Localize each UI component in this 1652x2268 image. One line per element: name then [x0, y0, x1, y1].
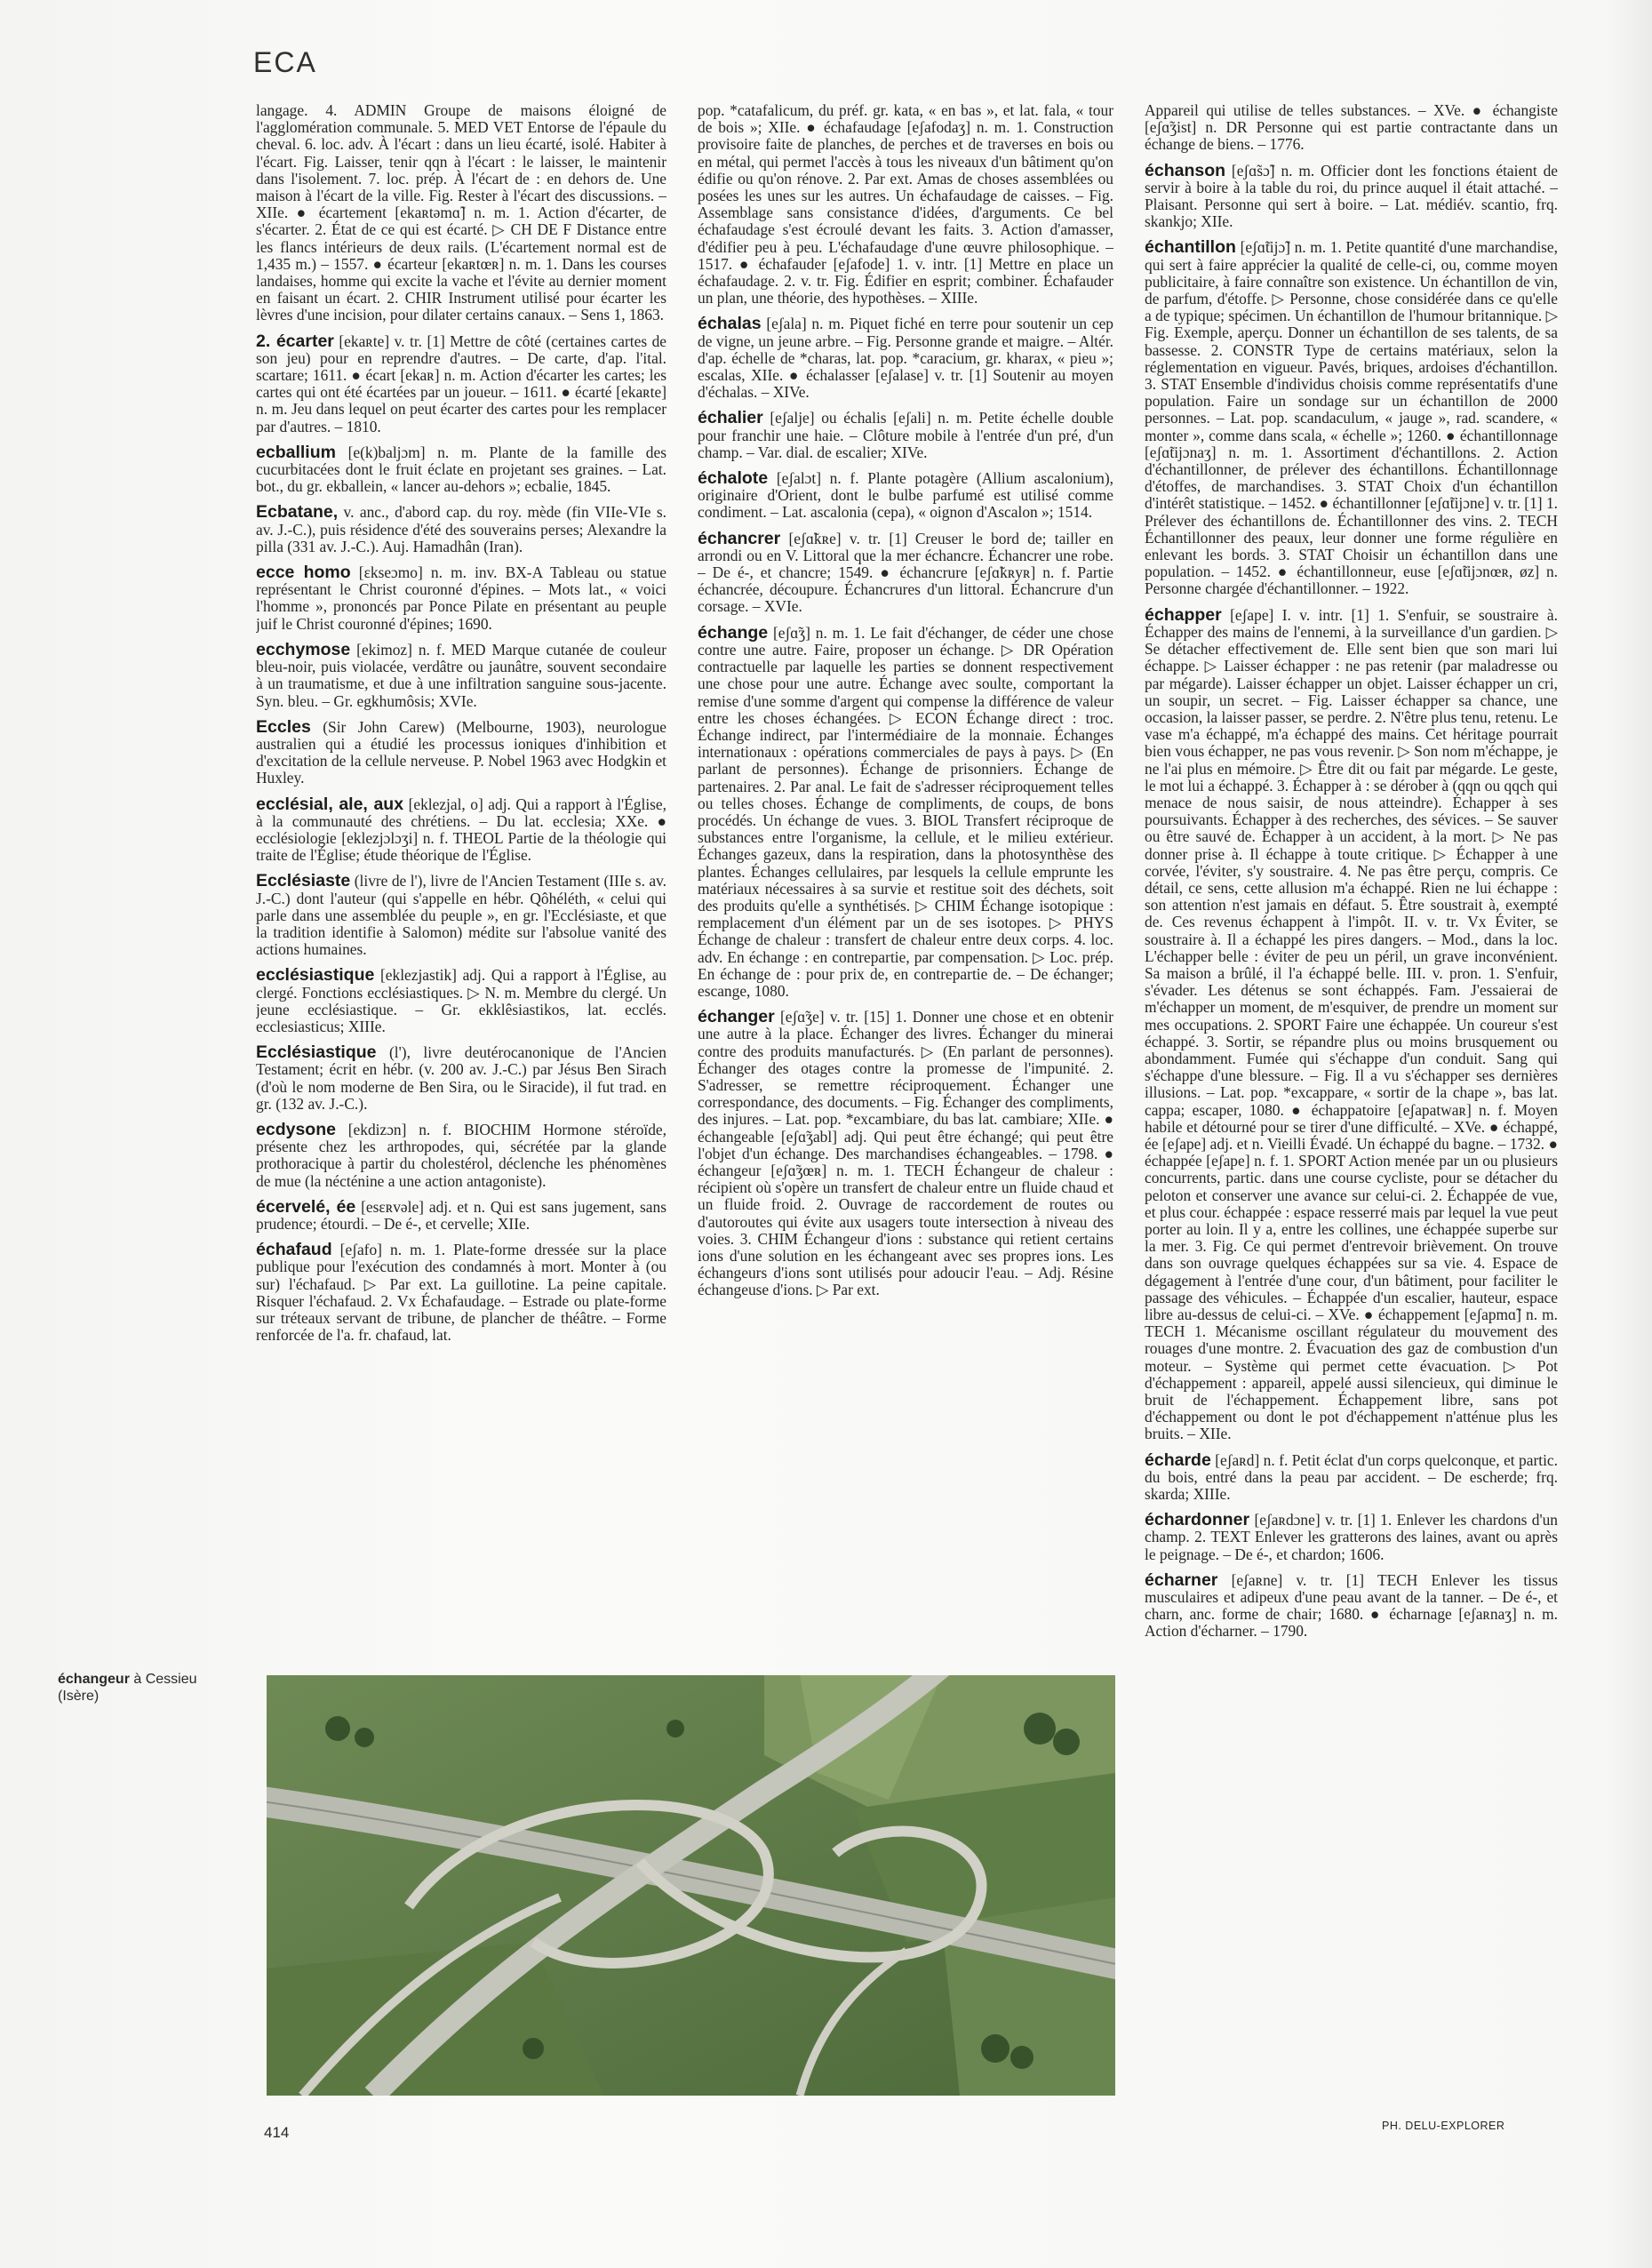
entry-headword: échafaud [256, 1240, 332, 1260]
dictionary-entry [256, 1242, 666, 1344]
entry-definition: [ekaʀte] v. tr. [1] Mettre de côté (certaines cartes de son jeu) pour en reprendre d'autres. – De carte, d'ap. l'ital. scartare; 1611. ● écart [ekaʀ] n. m. Action d'écarter les cartes; les cartes qui ont été écartées par un joueur. – 1611. ● écarté [ekaʀte] n. m. Jeu dans lequel on peut écarter des cartes pour les remplacer par d'autres. – 1810. [256, 331, 666, 435]
dictionary-entry [1145, 239, 1558, 597]
dictionary-entry [256, 564, 666, 633]
caption-place: à Cessieu (Isère) [58, 1672, 197, 1704]
dictionary-entry [256, 504, 666, 555]
entry-definition: (Sir John Carew) (Melbourne, 1903), neurologue australien qui a étudié les processus ioniques d'inhibition et d'excitation de la cellule nerveuse. P. Nobel 1963 avec Hodgkin et Huxley. [256, 717, 666, 787]
dictionary-entry [256, 716, 666, 787]
dictionary-entry [1145, 1449, 1558, 1504]
entry-definition: [eʃaʀdɔne] v. tr. [1] 1. Enlever les chardons d'un champ. 2. TEXT Enlever les gratterons des laines, avant ou après le peignage. – De é-, et chardon; 1606. [1145, 1511, 1558, 1563]
entry-headword: Ecbatane, [256, 502, 339, 523]
entry-definition: [eʃaʀd] n. f. Petit éclat d'un corps quelconque, et partic. du bois, entré dans la peau par accident. – De escherde; frq. skarda; XIIIe. [1145, 1450, 1558, 1504]
entry-headword: 2. écarter [256, 331, 334, 351]
entry-headword: échantillon [1145, 237, 1236, 258]
entry-headword: Ecclésiastique [256, 1042, 377, 1063]
dictionary-entry [1145, 1512, 1558, 1563]
entry-definition: [eʃɑ̃ʒ] n. m. 1. Le fait d'échanger, de céder une chose contre une autre. Faire, proposer un échange. ▷ DR Opération contractuelle par laquelle les parties se donnent respectivement une chose pour une autre. Échange avec soulte, comportant la remise d'une somme d'argent qui compense la différence de valeur entre les choses échangées. ▷ ECON Échange direct : troc. Échange indirect, par l'intermédiaire de la monnaie. Échanges internationaux : opérations commerciales de pays à pays. ▷ (En parlant de personnes). Échange de prisonniers. Échange de partenaires. 2. Par anal. Le fait de s'adresser réciproquement telles ou telles choses. Échange de compliments, de coups, de bons procédés. Un échange de vues. 3. BIOL Transfert réciproque de substances entre l'organisme, la cellule, et le milieu extérieur. Échanges gazeux, dans la respiration, dans la photosynthèse des plantes. Échanges cellulaires, par lesquels la cellule emprunte les matériaux nécessaires à sa survie et restitue soit des déchets, soit des produits qu'elle a synthétisés. ▷ CHIM Échange isotopique : remplacement d'un élément par un de ses isotopes. ▷ PHYS Échange de chaleur : transfert de chaleur entre deux corps. 4. loc. adv. En échange : en contrepartie, par compensation. ▷ Loc. prép. En échange de : pour prix de, en contrepartie de. – De échanger; escange, 1080. [698, 623, 1113, 1000]
running-head: ECA [253, 46, 317, 78]
entry-definition: (l'), livre deutérocanonique de l'Ancien Testament; écrit en hébr. (v. 200 av. J.-C.) par Jésus Ben Sirach (d'où le nom moderne de Ben Sira, ou le Siracide), il fut trad. en gr. (132 av. J.-C.). [256, 1043, 666, 1113]
entry-definition: [eʃala] n. m. Piquet fiché en terre pour soutenir un cep de vigne, un jeune arbre. – Fig. Personne grande et maigre. – Altér. d'ap. échelle de *charas, lat. pop. *caracium, gr. kharax, « pieu »; escalas, XIIe. ● échalasser [eʃalase] v. tr. [1] Soutenir au moyen d'échalas. – XIVe. [698, 315, 1113, 402]
entry-definition: langage. 4. ADMIN Groupe de maisons éloigné de l'agglomération communale. 5. MED VET Entorse de l'épaule du cheval. 6. loc. adv. À l'écart : dans un lieu écarté, isolé. Habiter à l'écart. Fig. Laisser, tenir qqn à l'écart : le laisser, le maintenir dans l'isolement. 7. loc. prép. À l'écart de : en dehors de. Une maison à l'écart de la ville. Fig. Rester à l'écart des discussions. – XIIe. ● écartement [ekaʀtəmɑ̃] n. m. 1. Action d'écarter, de s'écarter. 2. État de ce qui est écarté. ▷ CH DE F Distance entre les flancs intérieurs de deux rails. (L'écartement normal est de 1,435 m.) – 1557. ● écarteur [ekaʀtœʀ] n. m. 1. Dans les courses landaises, homme qui excite la vache et l'évite au dernier moment en faisant un écart. 2. CHIR Instrument utilisé pour écarter les lèvres d'une incision, pour dilater certains canaux. – Sens 1, 1863. [256, 102, 666, 324]
entry-definition: [ekimoz] n. f. MED Marque cutanée de couleur bleu-noir, puis violacée, verdâtre ou jaunâtre, souvent secondaire à un traumatisme, et due à une infiltration sanguine sous-jacente. Syn. bleu. – Gr. egkhumôsis; XVIe. [256, 640, 666, 710]
entry-headword: échancrer [698, 528, 781, 548]
entry-headword: échardonner [1145, 1510, 1250, 1530]
entry-headword: échapper [1145, 604, 1222, 625]
dictionary-entry [1145, 102, 1558, 154]
interchange-aerial-photo [267, 1675, 1115, 2096]
entry-definition: [eklezjastik] adj. Qui a rapport à l'Église, au clergé. Fonctions ecclésiastiques. ▷ N. m. Membre du clergé. Un jeune ecclésiastique. – Gr. ekklêsiastikos, lat. ecclés. ecclesiasticus; XIIIe. [256, 966, 666, 1035]
interchange-illustration [267, 1675, 1115, 2096]
dictionary-entry [698, 528, 1113, 616]
entry-headword: Ecclésiaste [256, 871, 351, 891]
entry-headword: échalote [698, 468, 769, 489]
entry-definition: v. anc., d'abord cap. du roy. mède (fin VIIe-VIe s. av. J.-C.), puis résidence d'été des souverains perses; Alexandre la pilla (331 av. J.-C.). Auj. Hamadhân (Iran). [256, 503, 666, 555]
entry-headword: échalier [698, 408, 763, 428]
text-column-2 [698, 102, 1113, 1613]
dictionary-entry [256, 967, 666, 1035]
dictionary-entry [1145, 1569, 1558, 1641]
entry-definition: [eʃaʀne] v. tr. [1] TECH Enlever les tissus musculaires et adipeux d'une peau avant de la tanner. – De é-, et charn, anc. forme de chair; 1680. ● écharnage [eʃaʀnaʒ] n. m. Action d'écharner. – 1790. [1145, 1570, 1558, 1641]
dictionary-entry [256, 873, 666, 958]
dictionary-entry [256, 102, 666, 324]
entry-headword: ecchymose [256, 639, 351, 659]
entry-headword: écharner [1145, 1569, 1218, 1590]
dictionary-entry [698, 470, 1113, 522]
dictionary-entry [1145, 160, 1558, 231]
dictionary-entry [698, 622, 1113, 1000]
entry-definition: [eʃɑ̃kʀe] v. tr. [1] Creuser le bord de; tailler en arrondi ou en V. Littoral que la mer échancre. Échancrer une robe. – De é-, et chancre; 1549. ● échancrure [eʃɑ̃kʀyʀ] n. f. Partie échancrée, découpure. Échancrures d'un littoral. Échancrure d'un corsage. – XVIe. [698, 529, 1113, 616]
entry-headword: écervelé, ée [256, 1196, 356, 1217]
entry-headword: échanger [698, 1007, 775, 1027]
entry-headword: ecce homo [256, 563, 351, 583]
dictionary-entry [698, 102, 1113, 307]
entry-definition: [eklezjal, o] adj. Qui a rapport à l'Église, à la communauté des chrétiens. – Du lat. ecclesia; XXe. ● ecclésiologie [eklezjɔlɔʒi] n. f. THEOL Partie de la théologie qui traite de l'Église; étude théorique de l'Église. [256, 795, 666, 865]
entry-definition: [ɛkseɔmo] n. m. inv. BX-A Tableau ou statue représentant le Christ couronné d'épines. – Mots lat., « voici l'homme », prononcés par Ponce Pilate en présentant au peuple juif le Christ couronné d'épines; 1690. [256, 563, 666, 633]
entry-definition: [ekdizɔn] n. f. BIOCHIM Hormone stéroïde, présente chez les arthropodes, qui, sécrétée par la glande prothoracique à partir du cholestérol, déclenche les phénomènes de mue (la nécténine a une action antagoniste). [256, 1120, 666, 1190]
entry-headword: ecdysone [256, 1119, 336, 1139]
entry-definition: [eʃape] I. v. intr. [1] 1. S'enfuir, se soustraire à. Échapper des mains de l'ennemi, à la surveillance d'un gardien. ▷ Se détacher effectivement de. Elle sent bien que son mari lui échappe. ▷ Laisser échapper : ne pas retenir (par maladresse ou par mégarde). Laisser échapper un objet. Laisser échapper un cri, un soupir, un secret. – Fig. Laisser échapper sa chance, une occasion, la laisser passer, se perdre. 2. N'être plus tenu, retenu. Le vase m'a échappé, m'a échappé des mains. Cet héritage pourrait bien vous échapper, ne pas vous revenir. ▷ Son nom m'échappe, je ne l'ai plus en mémoire. ▷ Être dit ou fait par mégarde. Le geste, le mot lui a échappé. 3. Échapper à : se dérober à (qqn ou qqch qui menace de nous saisir, de nous atteindre). Échapper à ses poursuivants. Échapper à des recherches, des sévices. – Se sauver ou être sauvé de. Échapper à un accident, à la mort. ▷ Ne pas donner prise à. Il échappe à toute critique. ▷ Échapper à une corvée, l'éviter, s'y soustraire. 4. Ne pas être perçu, compris. Ce détail, ce sens, cette allusion m'a échappé. Rien ne lui échappe : son attention n'est jamais en défaut. 5. Être soustrait à, exempté de. Ces revenus échappent à l'impôt. II. v. tr. Vx Éviter, se soustraire à. Il a échappé les pires dangers. – Mod., dans la loc. L'échapper belle : éviter de peu un péril, un grave inconvénient. Sa maison a brûlé, il l'a échappé belle. III. v. pron. 1. S'enfuir, s'évader. Les détenus se sont échappés. Fam. J'essaierai de m'échapper un moment, de m'esquiver, de prendre un moment sur mes occupations. 2. SPORT Faire une échappée. Un coureur s'est échappé. 3. Sortir, se répandre plus ou moins brusquement ou abondamment. Fumée qui s'échappe d'un conduit. Sang qui s'échappe d'une blessure. – Fig. Il a vu s'échapper ses dernières illusions. – Lat. pop. *excappare, « sortir de la chape », bas lat. cappa; escaper, 1080. ● échappatoire [eʃapatwaʀ] n. f. Moyen habile et détourné pour se tirer d'une difficulté. – XVe. ● échappé, ée [eʃape] adj. et n. Vieilli Évadé. Un échappé du bagne. – 1732. ● échappée [eʃape] n. f. 1. SPORT Action menée par un ou plusieurs concurrents, partic. dans une course cycliste, pour se détacher du peloton et conserver une avance sur celui-ci. 2. Échappée de vue, et plus cour. échappée : espace resserré mais par lequel la vue peut porter au loin. Il y a, entre les collines, une échappée superbe sur la mer. 3. Fig. Ce qui permet d'entrevoir brièvement. On trouve dans son ouvrage quelques échappées sur sa vie. 4. Espace de dégagement à l'entrée d'une cour, d'un bâtiment, pour faciliter le passage des véhicules. – Échappée d'un escalier, hauteur, espace libre au-dessus de celui-ci. – XVe. ● échappement [eʃapmɑ̃] n. m. TECH 1. Mécanisme oscillant régulateur du mouvement des rouages d'une montre. 2. Évacuation des gaz de combustion d'un moteur. – Système qui permet cette évacuation. ▷ Pot d'échappement : appareil, appelé aussi silencieux, qui diminue le bruit de l'échappement. Échappement libre, sans pot d'échappement ou dont le pot d'échappement n'atténue plus les bruits. – XIIe. [1145, 605, 1558, 1443]
entry-headword: échalas [698, 314, 762, 334]
entry-headword: Eccles [256, 716, 311, 737]
dictionary-entry [256, 1044, 666, 1113]
entry-definition: (livre de l'), livre de l'Ancien Testament (IIIe s. av. J.-C.) dont l'auteur (qui s'appelle en hébr. Qôhéléth, « celui qui parle dans une assemblée du peuple », en gr. l'Ecclésiaste, et que la tradition identifie à Salomon) médite sur l'absolue vanité des actions humaines. [256, 872, 666, 959]
entry-headword: ecclésiastique [256, 965, 375, 986]
entry-definition: Appareil qui utilise de telles substances. – XVe. ● échangiste [eʃɑ̃ʒist] n. DR Personne qui est partie contractante dans un échange de biens. – 1776. [1145, 102, 1558, 154]
dictionary-entry [1145, 604, 1558, 1443]
entry-headword: ecballium [256, 442, 336, 462]
dictionary-entry [256, 444, 666, 496]
text-column-1 [256, 102, 666, 1613]
entry-definition: [eʃalje] ou échalis [eʃali] n. m. Petite échelle double pour franchir une haie. – Clôture mobile à l'entrée d'un pré, d'un champ. – Var. dial. de escalier; XIVe. [698, 409, 1113, 461]
dictionary-entry [698, 315, 1113, 401]
entry-definition: [eʃɑ̃tijɔ̃] n. m. 1. Petite quantité d'une marchandise, qui sert à faire apprécier la qualité de celle-ci, ou, comme moyen publicitaire, à faire connaître son existence. Un échantillon de vin, de parfum, d'étoffe. ▷ Personne, chose considérée dans ce qu'elle a de typique; spécimen. Un échantillon de l'humour britannique. ▷ Fig. Exemple, aperçu. Donner un échantillon de ses talents, de sa bassesse. 2. CONSTR Type de certains matériaux, selon la réglementation en vigueur. Pavés, briques, ardoises d'échantillon. 3. STAT Ensemble d'individus choisis comme représentatifs d'une population. Faire un sondage sur un échantillon de 2000 personnes. – Lat. pop. scandaculum, « jauge », rad. scandere, « monter », comme dans scala, « échelle »; 1260. ● échantillonnage [eʃɑ̃tijɔnaʒ] n. m. 1. Assortiment d'échantillons. 2. Action d'échantillonner, de prélever des échantillons. Échantillonnage d'étoffes, de marchandises. 3. STAT Choix d'un échantillon d'intérêt statistique. – 1452. ● échantillonner [eʃɑ̃tijɔne] v. tr. [1] 1. Prélever des échantillons de. Échantillonner des vins. 2. TECH Échantillonner des peaux, leur donner une forme régulière en enlevant les bords. 3. STAT Choisir un échantillon dans une population. – 1452. ● échantillonneur, euse [eʃɑ̃tijɔnœʀ, øz] n. Personne chargée d'échantillonner. – 1922. [1145, 238, 1558, 598]
entry-definition: [e(k)balјɔm] n. m. Plante de la famille des cucurbitacées dont le fruit éclate en projetant ses graines. – Lat. bot., du gr. ekballein, « lancer au-dehors »; ecbalie, 1845. [256, 443, 666, 496]
entry-definition: [eʃɑ̃ʒe] v. tr. [15] 1. Donner une chose et en obtenir une autre à la place. Échanger des livres. Échanger du minerai contre des produits manufacturés. ▷ (En parlant de personnes). Échanger des otages contre la promesse de l'impunité. 2. S'adresser, se remettre réciproquement. Échanger une correspondance, des documents. – Fig. Échanger des compliments, des injures. – Lat. pop. *excambiare, du bas lat. cambiare; XIIe. ● échangeable [eʃɑ̃ʒabl] adj. Qui peut être échangé; qui peut être l'objet d'un échange. Des marchandises échangeables. – 1798. ● échangeur [eʃɑ̃ʒœʀ] n. m. 1. TECH Échangeur de chaleur : récipient où s'opère un transfert de chaleur entre un fluide chaud et un fluide froid. 2. Ouvrage de raccordement de routes ou d'autoroutes qui évite aux usagers toute intersection à niveau des voies. 3. CHIM Échangeur d'ions : substance qui retient certains ions d'une solution en les échangeant avec ses propres ions. Les échangeurs d'ions sont utilisés pour adoucir l'eau. – Adj. Résine échangeuse d'ions. ▷ Par ext. [698, 1008, 1113, 1299]
dictionary-entry [256, 796, 666, 865]
dictionary-entry [256, 1196, 666, 1233]
photo-caption [58, 1671, 227, 1705]
dictionary-entry [256, 1119, 666, 1190]
dictionary-entry [256, 639, 666, 710]
photo-credit: PH. DELU-EXPLORER [1382, 2120, 1505, 2132]
entry-headword: écharde [1145, 1449, 1211, 1470]
caption-term: échangeur [58, 1672, 130, 1687]
dictionary-entry [698, 1009, 1113, 1298]
entry-headword: échange [698, 622, 769, 643]
entry-definition: pop. *catafalicum, du préf. gr. kata, « en bas », et lat. fala, « tour de bois »; XIIe. ● échafaudage [eʃafodaʒ] n. m. 1. Construction provisoire faite de planches, de perches et de traverses en bois ou en métal, qui permet l'accès à tous les niveaux d'un bâtiment qu'on édifie ou qu'on rénove. 2. Par ext. Amas de choses assemblées ou posées les unes sur les autres. Un échafaudage de caisses. – Fig. Assemblage sans consistance d'idées, d'arguments. Ce bel échafaudage s'est écroulé devant les faits. 3. Action d'amasser, d'édifier peu à peu. L'échafaudage d'une œuvre philosophique. – 1517. ● échafauder [eʃafode] 1. v. intr. [1] Mettre en place un échafaudage. 2. v. tr. Fig. Édifier en esprit; combiner. Échafauder un plan, une théorie, des hypothèses. – XIIIe. [698, 102, 1113, 307]
dictionary-entry [256, 333, 666, 435]
entry-definition: [esɛʀvəle] adj. et n. Qui est sans jugement, sans prudence; étourdi. – De é-, et cervelle; XIIe. [256, 1197, 666, 1233]
entry-definition: [eʃɑ̃sɔ̃] n. m. Officier dont les fonctions étaient de servir à boire à la table du roi, du prince auquel il était attaché. – Plaisant. Personne qui sert à boire. – Lat. médiév. scantio, frq. skankjo; XIIe. [1145, 161, 1558, 231]
text-column-3 [1145, 102, 1558, 2088]
page-number: 414 [264, 2124, 290, 2141]
entry-definition: [eʃafo] n. m. 1. Plate-forme dressée sur la place publique pour l'exécution des condamnés à mort. Monter à (ou sur) l'échafaud. ▷ Par ext. La guillotine. La peine capitale. Risquer l'échafaud. 2. Vx Échafaudage. – Estrade ou plate-forme sur tréteaux servant de tribune, de plancher de théâtre. – Forme renforcée de l'a. fr. chafaud, lat. [256, 1241, 666, 1345]
entry-definition: [eʃalɔt] n. f. Plante potagère (Allium ascalonium), originaire d'Orient, dont le bulbe parfumé est utilisé comme condiment. – Lat. ascalonia (cepa), « oignon d'Ascalon »; 1514. [698, 469, 1113, 522]
entry-headword: échanson [1145, 160, 1226, 180]
dictionary-entry [698, 410, 1113, 461]
entry-headword: ecclésial, ale, aux [256, 794, 404, 814]
